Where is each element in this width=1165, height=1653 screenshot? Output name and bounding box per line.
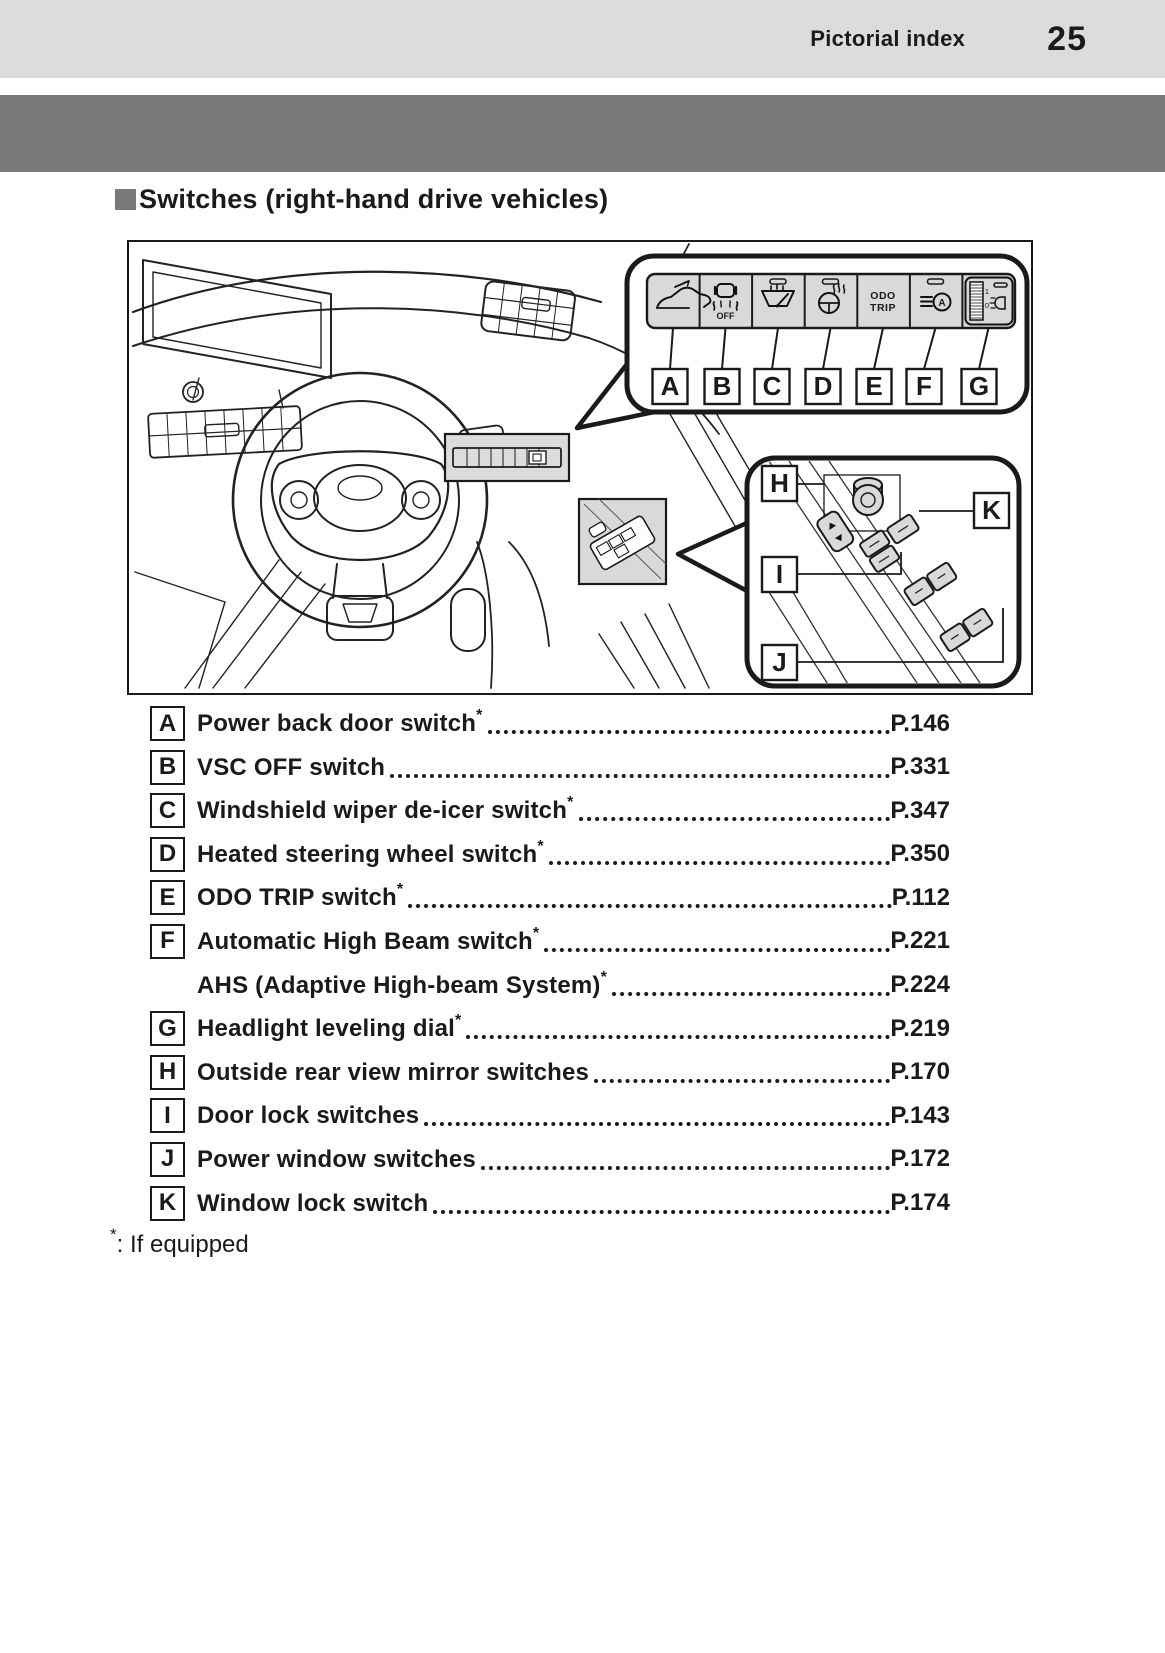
item-label-box	[150, 793, 185, 828]
item-label: G	[158, 1014, 177, 1042]
page-reference: P.143	[890, 1101, 950, 1129]
callout-label-e: E	[865, 371, 883, 401]
item-title: ODO TRIP switch*	[197, 881, 404, 912]
callout-label-f: F	[916, 371, 932, 401]
item-label: F	[160, 927, 175, 955]
footnote-text: : If equipped	[116, 1231, 249, 1258]
item-label-box	[150, 1055, 185, 1090]
dotted-leader	[481, 1166, 890, 1170]
item-label: C	[158, 796, 177, 824]
item-label: H	[158, 1058, 177, 1086]
dial-number-top: 1	[984, 287, 990, 296]
odo-trip-button	[870, 290, 896, 314]
page-reference: P.174	[890, 1189, 950, 1217]
callout-label-k: K	[982, 495, 1001, 525]
dotted-leader	[390, 774, 890, 778]
list-item-k	[150, 1186, 950, 1221]
item-title: Automatic High Beam switch*	[197, 924, 540, 955]
asterisk: *	[537, 837, 544, 855]
page-reference: P.170	[890, 1058, 950, 1086]
svg-text:ODO: ODO	[870, 290, 896, 302]
list-item-d	[150, 837, 950, 872]
page-reference: P.219	[890, 1014, 950, 1042]
vsc-off-label: OFF	[716, 311, 735, 321]
cockpit-illustration	[129, 242, 1031, 693]
list-item-i	[150, 1098, 950, 1133]
item-title: Headlight leveling dial*	[197, 1012, 462, 1043]
footnote-asterisk: *	[110, 1225, 117, 1244]
section-title: Switches (right-hand drive vehicles)	[139, 184, 609, 214]
list-item-c	[150, 793, 950, 828]
item-label-box	[150, 924, 185, 959]
callout-label-a: A	[660, 371, 680, 401]
item-label: D	[158, 840, 177, 868]
pictorial-diagram	[127, 240, 1033, 695]
dotted-leader	[466, 1035, 890, 1039]
item-label-box	[150, 1186, 185, 1221]
footnote	[110, 1225, 249, 1259]
door-panel-highlight	[579, 499, 666, 584]
square-bullet-icon	[115, 189, 136, 210]
item-label-box	[150, 706, 185, 741]
page-reference: P.146	[890, 709, 950, 737]
item-label: B	[158, 753, 177, 781]
dotted-leader	[433, 1210, 890, 1214]
list-item-f	[150, 924, 950, 959]
item-label-box	[150, 837, 185, 872]
item-label: A	[158, 709, 177, 737]
item-label-box	[150, 1098, 185, 1133]
callout-wedge-side	[678, 522, 749, 592]
page-reference: P.224	[890, 971, 950, 999]
list-item-b	[150, 750, 950, 785]
item-title: Outside rear view mirror switches	[197, 1058, 590, 1086]
item-label-box	[150, 1011, 185, 1046]
ahb-letter: A	[938, 298, 946, 309]
list-item-a	[150, 706, 950, 741]
page-reference: P.331	[890, 753, 950, 781]
asterisk: *	[396, 881, 404, 899]
callout-label-c: C	[762, 371, 782, 401]
asterisk: *	[476, 707, 483, 724]
callout-label-b: B	[712, 371, 732, 401]
asterisk: *	[532, 924, 540, 942]
header-section-title: Pictorial index	[810, 26, 966, 51]
callout-label-d: D	[813, 371, 833, 401]
mirror-adjust-knob	[853, 478, 883, 515]
steering-wheel	[233, 373, 487, 651]
dotted-leader	[408, 904, 891, 908]
callout-label-j: J	[772, 647, 787, 677]
item-title: Heated steering wheel switch*	[197, 837, 544, 868]
item-label: J	[160, 1145, 175, 1173]
dotted-leader	[612, 992, 890, 996]
page-reference: P.221	[890, 927, 950, 955]
item-title: AHS (Adaptive High-beam System)*	[197, 968, 608, 999]
item-label: K	[158, 1189, 177, 1217]
page-reference: P.172	[890, 1145, 950, 1173]
item-label-box	[150, 1142, 185, 1177]
dial-number-bottom: 0	[984, 301, 990, 310]
item-title: VSC OFF switch	[197, 753, 386, 781]
list-item-f2-ahs	[150, 968, 950, 1003]
asterisk: *	[600, 968, 608, 986]
list-item-h	[150, 1055, 950, 1090]
item-label-box	[150, 880, 185, 915]
dash-switch-highlight	[445, 434, 569, 481]
callout-label-g: G	[968, 371, 990, 401]
asterisk: *	[567, 794, 574, 812]
header-page-number: 25	[1047, 19, 1087, 58]
callout-label-h: H	[770, 468, 789, 498]
door-controls-callout	[747, 458, 1019, 686]
asterisk: *	[454, 1012, 462, 1030]
item-title: Windshield wiper de-icer switch*	[197, 794, 574, 825]
item-title: Power back door switch*	[197, 707, 483, 737]
list-item-j	[150, 1142, 950, 1177]
page-reference: P.112	[891, 883, 950, 911]
item-label-box	[150, 750, 185, 785]
page-reference: P.347	[890, 796, 950, 824]
item-label: I	[164, 1101, 171, 1129]
item-title: Power window switches	[197, 1145, 476, 1173]
dotted-leader	[544, 948, 890, 952]
list-item-g	[150, 1011, 950, 1046]
page-header	[0, 0, 1165, 78]
list-item-e	[150, 880, 950, 915]
section-heading	[115, 184, 608, 215]
switch-panel-callout	[627, 256, 1027, 412]
callout-label-i: I	[775, 559, 784, 589]
switch-index-list	[150, 706, 950, 1229]
item-title: Window lock switch	[197, 1189, 429, 1217]
page-reference: P.350	[890, 840, 950, 868]
item-title: Door lock switches	[197, 1102, 420, 1130]
dotted-leader	[549, 861, 891, 865]
chapter-band	[0, 95, 1165, 172]
dotted-leader	[488, 730, 891, 734]
dotted-leader	[424, 1122, 890, 1126]
dotted-leader	[594, 1079, 890, 1083]
svg-text:TRIP: TRIP	[870, 302, 896, 314]
dotted-leader	[579, 817, 891, 821]
item-label: E	[159, 883, 176, 911]
